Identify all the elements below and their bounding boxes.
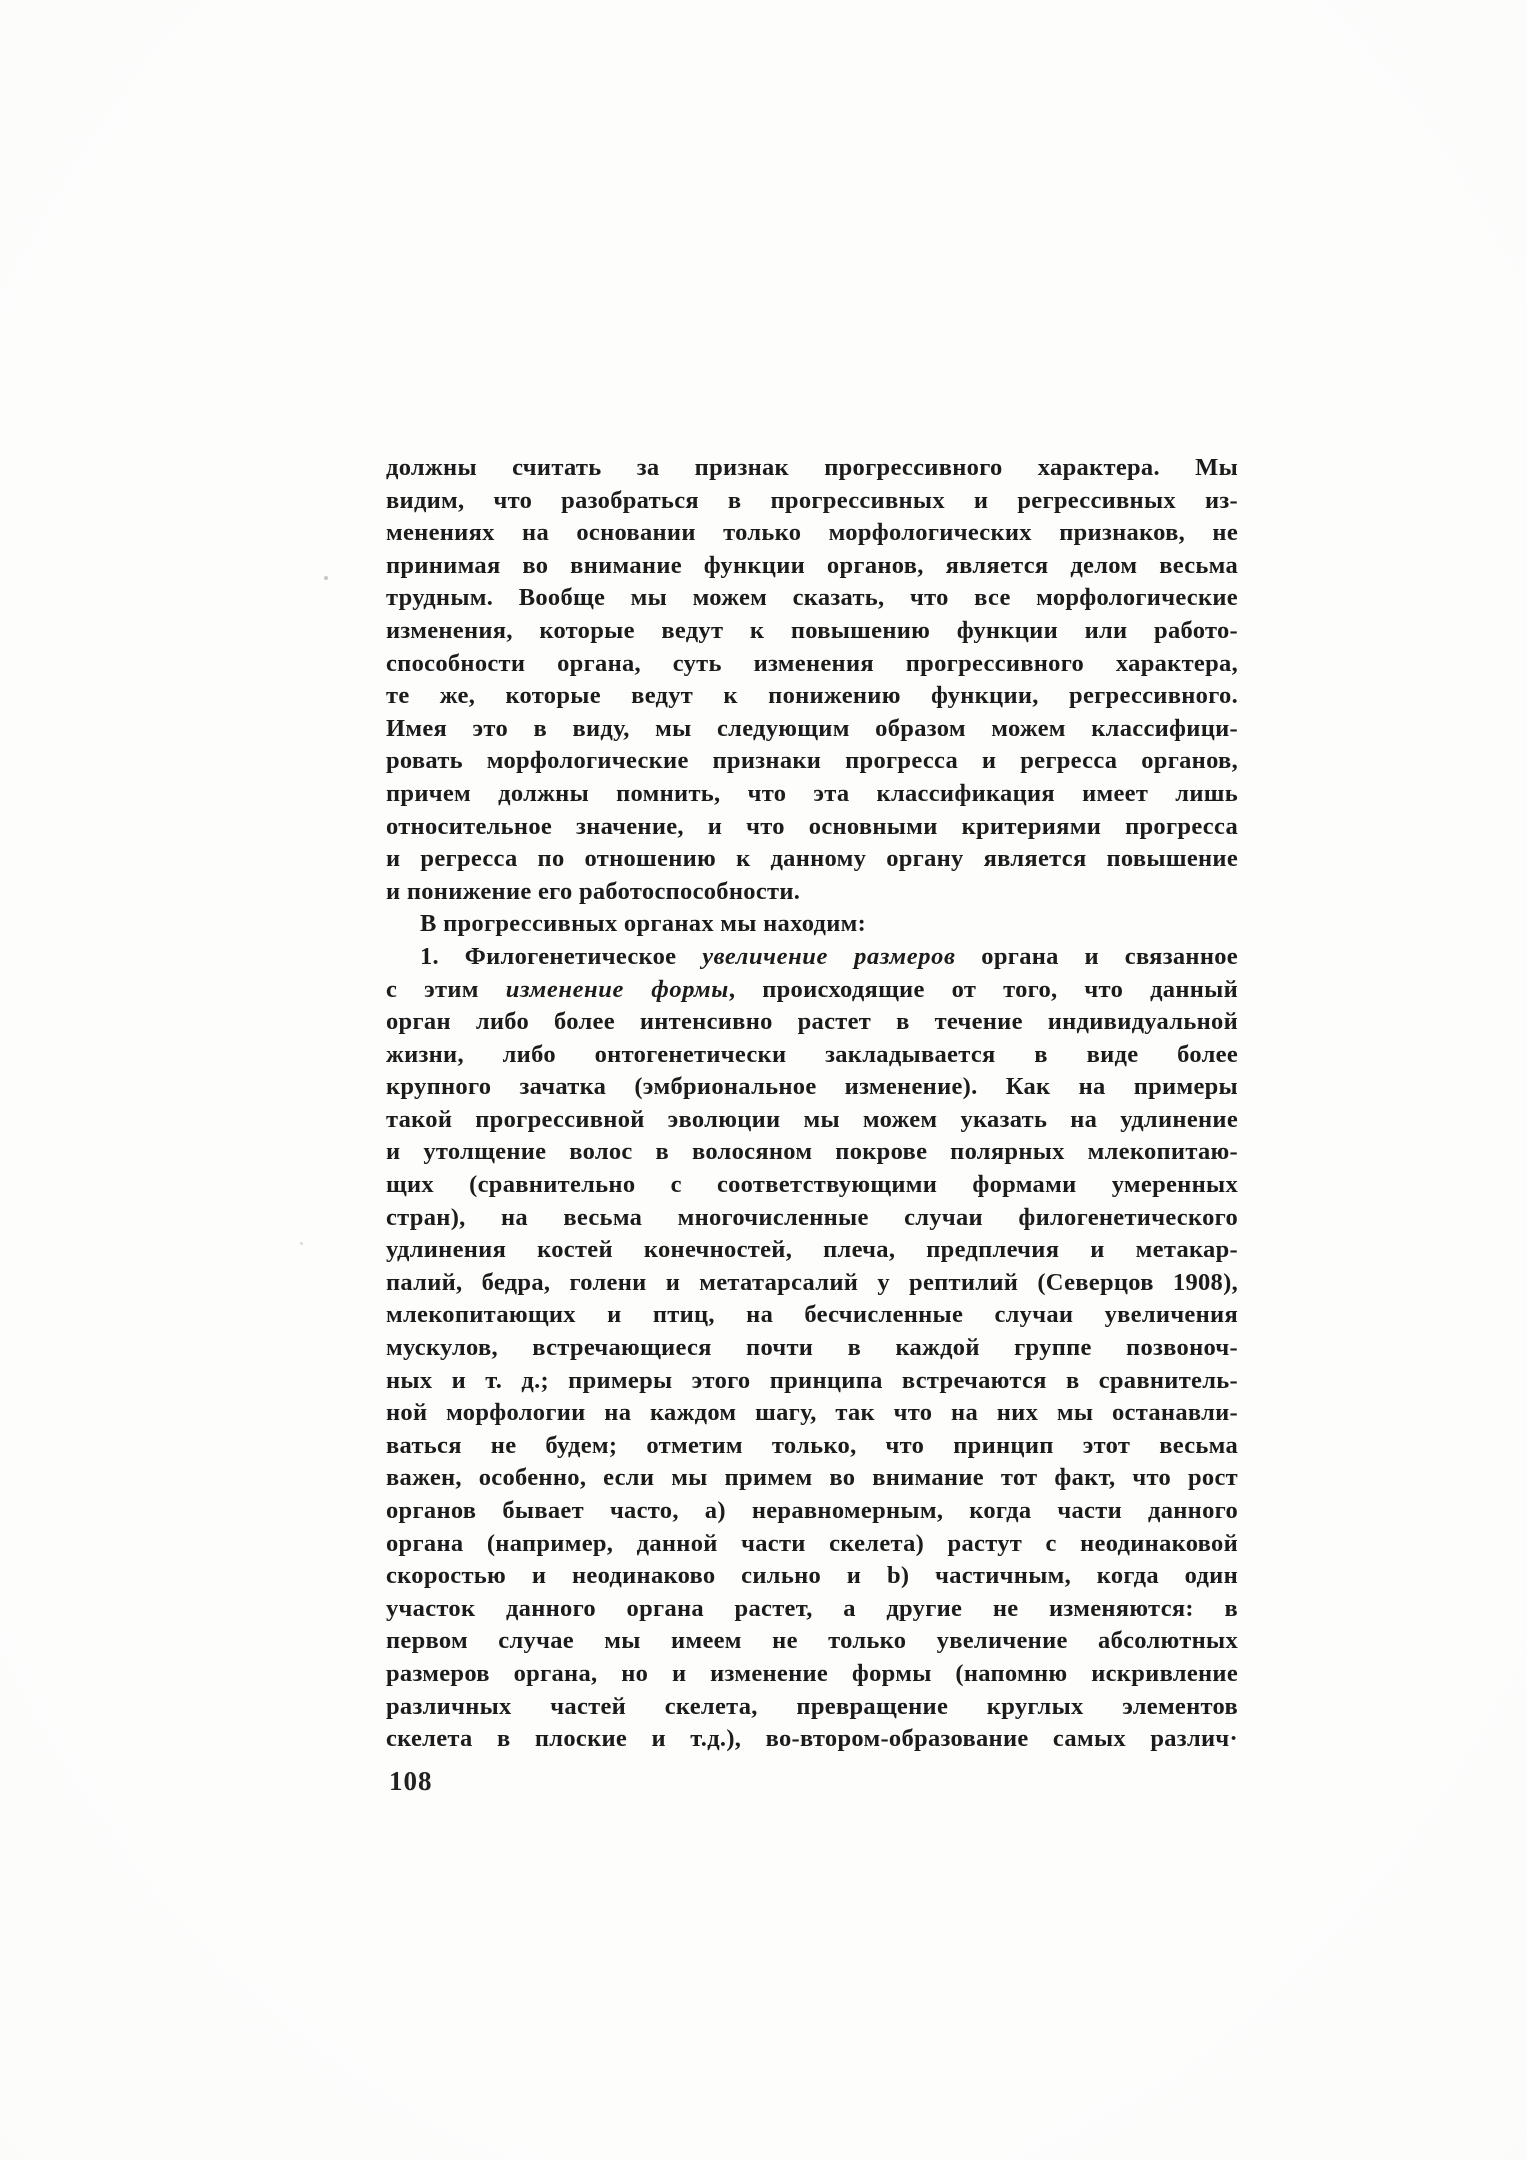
text-run: ваться не будем; отметим только, что принцип этот весьма (386, 1431, 1238, 1459)
text-run: первом случае мы имеем не только увеличение абсолютных (386, 1627, 1238, 1655)
text-run: и утолщение волос в волосяном покрове полярных млекопитаю- (386, 1138, 1238, 1166)
text-line (386, 1136, 1238, 1169)
text-line (386, 1169, 1238, 1202)
text-line (386, 517, 1238, 550)
text-line (386, 778, 1238, 811)
italic-run: увеличение размеров (702, 942, 956, 970)
scan-speck (324, 576, 328, 580)
text-line (386, 1397, 1238, 1430)
text-run: ных и т. д.; примеры этого принципа встречаются в сравнитель- (386, 1366, 1238, 1394)
text-line (386, 1593, 1238, 1626)
text-line (386, 1104, 1238, 1137)
text-line (386, 1658, 1238, 1691)
text-run: палий, бедра, голени и метатарсалий у рептилий (Северцов 1908), (386, 1268, 1238, 1296)
text-run: должны считать за признак прогрессивного характера. Мы (386, 454, 1238, 481)
text-run: те же, которые ведут к понижению функции, регрессивного. (386, 682, 1238, 710)
text-line (386, 908, 1238, 941)
text-run: орган либо более интенсивно растет в течение индивидуальной (386, 1008, 1238, 1036)
text-run: органа (например, данной части скелета) растут с неодинаковой (386, 1529, 1238, 1557)
text-line (386, 582, 1238, 615)
text-run: размеров органа, но и изменение формы (напомню искривление (386, 1659, 1238, 1687)
text-line (386, 615, 1238, 648)
text-line (386, 1039, 1238, 1072)
text-run: щих (сравнительно с соответствующими формами умеренных (386, 1171, 1238, 1199)
text-run: скелета в плоские и т.д.), во-втором-образование самых различ· (386, 1725, 1238, 1753)
text-line (386, 1071, 1238, 1104)
text-run: участок данного органа растет, а другие не изменяются: в (386, 1594, 1238, 1622)
text-run: органа и связанное (955, 942, 1238, 970)
text-run: трудным. Вообще мы можем сказать, что все морфологические (386, 584, 1238, 612)
text-line (386, 1202, 1238, 1235)
text-run: скоростью и неодинаково сильно и b) частичным, когда один (386, 1562, 1238, 1590)
text-line (386, 811, 1238, 844)
text-line (386, 1234, 1238, 1267)
text-line (386, 1625, 1238, 1658)
text-line (386, 1006, 1238, 1039)
text-run: жизни, либо онтогенетически закладывается в виде более (386, 1040, 1238, 1068)
page-number: 108 (389, 1766, 433, 1796)
text-line (386, 1560, 1238, 1593)
text-line (386, 1723, 1238, 1756)
text-run: относительное значение, и что основными критериями прогресса (386, 812, 1238, 840)
text-line (386, 1495, 1238, 1528)
text-line (386, 1691, 1238, 1724)
text-run: способности органа, суть изменения прогрессивного характера, (386, 649, 1238, 677)
text-run: принимая во внимание функции органов, является делом весьма (386, 551, 1238, 579)
text-run: видим, что разобраться в прогрессивных и регрессивных из- (386, 486, 1238, 514)
text-run: органов бывает часто, а) неравномерным, когда части данного (386, 1497, 1238, 1524)
text-line (386, 680, 1238, 713)
text-run: млекопитающих и птиц, на бесчисленные случаи увеличения (386, 1301, 1238, 1329)
text-line (386, 1462, 1238, 1495)
text-run: менениях на основании только морфологических признаков, не (386, 519, 1238, 547)
text-line (386, 713, 1238, 746)
text-run: такой прогрессивной эволюции мы можем указать на удлинение (386, 1105, 1238, 1133)
text-run: важен, особенно, если мы примем во внимание тот факт, что рост (386, 1464, 1238, 1492)
text-line (386, 1332, 1238, 1365)
text-line (386, 648, 1238, 681)
text-run: Имея это в виду, мы следующим образом можем классифици- (386, 714, 1238, 742)
text-line (386, 452, 1238, 485)
text-run: 1. Филогенетическое (420, 942, 703, 970)
page-text (386, 452, 1238, 1756)
text-line (386, 843, 1238, 876)
text-run: изменения, которые ведут к повышению функции или работо- (386, 616, 1238, 644)
text-run: и регресса по отношению к данному органу является повышение (386, 845, 1238, 873)
text-run: различных частей скелета, превращение круглых элементов (386, 1692, 1238, 1720)
text-line (386, 1365, 1238, 1398)
text-line (386, 550, 1238, 583)
text-run: мускулов, встречающиеся почти в каждой группе позвоноч- (386, 1334, 1238, 1362)
text-run: , происходящие от того, что данный (728, 975, 1238, 1003)
text-line (386, 1267, 1238, 1300)
text-line (386, 1430, 1238, 1463)
text-line (386, 745, 1238, 778)
text-run: причем должны помнить, что эта классификация имеет лишь (386, 779, 1238, 807)
text-run: удлинения костей конечностей, плеча, предплечия и метакар- (386, 1236, 1238, 1264)
text-line (386, 485, 1238, 518)
text-line (386, 941, 1238, 974)
text-run: крупного зачатка (эмбриональное изменение). Как на примеры (386, 1073, 1238, 1101)
text-line (386, 974, 1238, 1007)
text-line (386, 876, 1238, 909)
text-run: и понижение его работоспособности. (386, 877, 801, 905)
scan-speck (300, 1242, 303, 1245)
text-line (386, 1528, 1238, 1561)
text-line (386, 1299, 1238, 1332)
text-run: ровать морфологические признаки прогресса и регресса органов, (386, 747, 1238, 775)
text-run: с этим (386, 975, 506, 1003)
text-run: стран), на весьма многочисленные случаи филогенетического (386, 1203, 1238, 1231)
text-run: ной морфологии на каждом шагу, так что на них мы останавли- (386, 1399, 1238, 1427)
italic-run: изменение формы (505, 975, 729, 1003)
text-run: В прогрессивных органах мы находим: (420, 910, 867, 938)
